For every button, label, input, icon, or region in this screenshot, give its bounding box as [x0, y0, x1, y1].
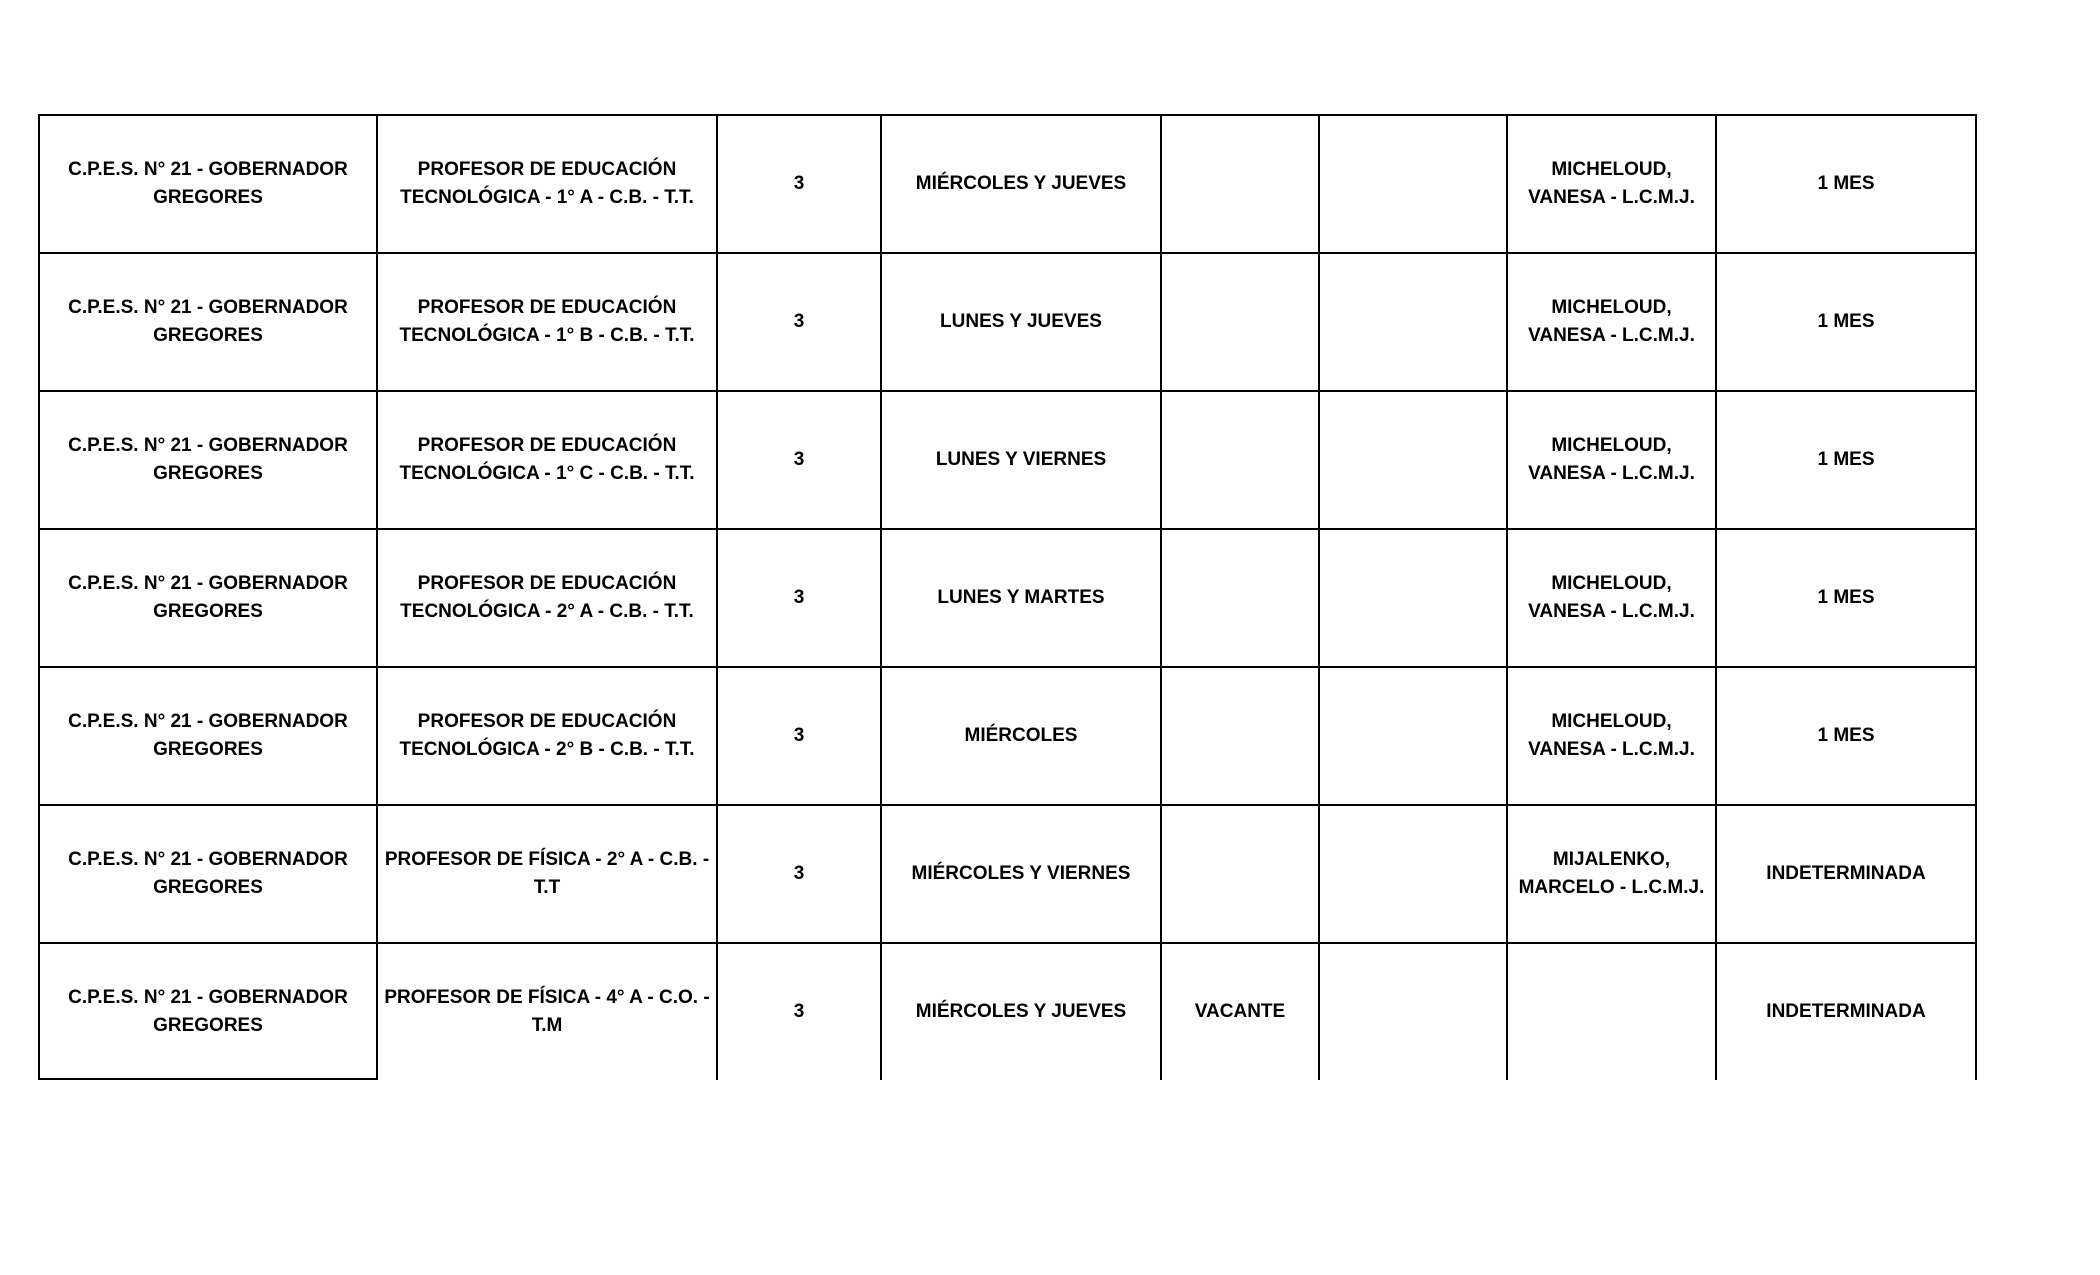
- empty-cell: [1318, 390, 1506, 528]
- hours-cell: 3: [716, 528, 880, 666]
- holder-cell: MIJALENKO, MARCELO - L.C.M.J.: [1506, 804, 1715, 942]
- hours-cell: 3: [716, 804, 880, 942]
- empty-cell: [1318, 114, 1506, 252]
- position-cell: PROFESOR DE EDUCACIÓN TECNOLÓGICA - 1° B - C.B. - T.T.: [376, 252, 716, 390]
- status-cell: [1160, 390, 1318, 528]
- holder-cell: MICHELOUD, VANESA - L.C.M.J.: [1506, 252, 1715, 390]
- duration-cell: 1 MES: [1715, 390, 1977, 528]
- table-row: [38, 942, 1975, 1080]
- table-bottom-border: [38, 1078, 378, 1080]
- hours-cell: 3: [716, 114, 880, 252]
- status-cell: [1160, 804, 1318, 942]
- school-cell: C.P.E.S. N° 21 - GOBERNADOR GREGORES: [38, 666, 376, 804]
- position-cell: PROFESOR DE FÍSICA - 4° A - C.O. - T.M: [376, 942, 716, 1080]
- duration-cell: 1 MES: [1715, 666, 1977, 804]
- status-cell: [1160, 666, 1318, 804]
- duration-cell: INDETERMINADA: [1715, 804, 1977, 942]
- table-row: [38, 528, 1975, 666]
- school-cell: C.P.E.S. N° 21 - GOBERNADOR GREGORES: [38, 114, 376, 252]
- days-cell: MIÉRCOLES: [880, 666, 1160, 804]
- school-cell: C.P.E.S. N° 21 - GOBERNADOR GREGORES: [38, 390, 376, 528]
- empty-cell: [1318, 804, 1506, 942]
- days-cell: MIÉRCOLES Y VIERNES: [880, 804, 1160, 942]
- empty-cell: [1318, 666, 1506, 804]
- empty-cell: [1318, 942, 1506, 1080]
- holder-cell: [1506, 942, 1715, 1080]
- hours-cell: 3: [716, 252, 880, 390]
- position-cell: PROFESOR DE FÍSICA - 2° A - C.B. - T.T: [376, 804, 716, 942]
- days-cell: LUNES Y VIERNES: [880, 390, 1160, 528]
- empty-cell: [1318, 528, 1506, 666]
- position-cell: PROFESOR DE EDUCACIÓN TECNOLÓGICA - 2° B - C.B. - T.T.: [376, 666, 716, 804]
- duration-cell: 1 MES: [1715, 528, 1977, 666]
- days-cell: LUNES Y JUEVES: [880, 252, 1160, 390]
- status-cell: VACANTE: [1160, 942, 1318, 1080]
- holder-cell: MICHELOUD, VANESA - L.C.M.J.: [1506, 528, 1715, 666]
- school-cell: C.P.E.S. N° 21 - GOBERNADOR GREGORES: [38, 804, 376, 942]
- assignment-table: [38, 114, 1975, 1079]
- hours-cell: 3: [716, 666, 880, 804]
- status-cell: [1160, 252, 1318, 390]
- table-row: [38, 666, 1975, 804]
- holder-cell: MICHELOUD, VANESA - L.C.M.J.: [1506, 666, 1715, 804]
- school-cell: C.P.E.S. N° 21 - GOBERNADOR GREGORES: [38, 252, 376, 390]
- days-cell: LUNES Y MARTES: [880, 528, 1160, 666]
- table-row: [38, 252, 1975, 390]
- school-cell: C.P.E.S. N° 21 - GOBERNADOR GREGORES: [38, 942, 376, 1080]
- table-row: [38, 114, 1975, 252]
- status-cell: [1160, 114, 1318, 252]
- duration-cell: 1 MES: [1715, 114, 1977, 252]
- empty-cell: [1318, 252, 1506, 390]
- hours-cell: 3: [716, 942, 880, 1080]
- position-cell: PROFESOR DE EDUCACIÓN TECNOLÓGICA - 2° A - C.B. - T.T.: [376, 528, 716, 666]
- days-cell: MIÉRCOLES Y JUEVES: [880, 114, 1160, 252]
- holder-cell: MICHELOUD, VANESA - L.C.M.J.: [1506, 390, 1715, 528]
- hours-cell: 3: [716, 390, 880, 528]
- table-row: [38, 804, 1975, 942]
- position-cell: PROFESOR DE EDUCACIÓN TECNOLÓGICA - 1° C - C.B. - T.T.: [376, 390, 716, 528]
- status-cell: [1160, 528, 1318, 666]
- position-cell: PROFESOR DE EDUCACIÓN TECNOLÓGICA - 1° A - C.B. - T.T.: [376, 114, 716, 252]
- duration-cell: 1 MES: [1715, 252, 1977, 390]
- days-cell: MIÉRCOLES Y JUEVES: [880, 942, 1160, 1080]
- duration-cell: INDETERMINADA: [1715, 942, 1977, 1080]
- table-row: [38, 390, 1975, 528]
- school-cell: C.P.E.S. N° 21 - GOBERNADOR GREGORES: [38, 528, 376, 666]
- holder-cell: MICHELOUD, VANESA - L.C.M.J.: [1506, 114, 1715, 252]
